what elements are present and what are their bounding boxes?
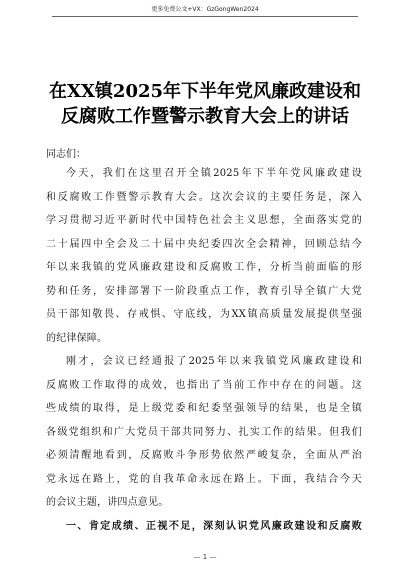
page-number: — 1 — xyxy=(193,553,217,561)
section-heading-text: 一、肯定成绩、正视不足，深刻认识党风廉政建设和反腐败 xyxy=(66,521,362,532)
paragraph-line: 刚才，会议已经通报了2025年以来我镇党风廉政建设和 xyxy=(66,356,362,367)
paragraph-line: 各级党组织和广大党员干部共同努力、扎实工作的结果。但我们 xyxy=(46,426,362,438)
paragraph-line: 必须清醒地看到，反腐败斗争形势依然严峻复杂，全面从严治 xyxy=(46,450,362,461)
document-title-line-1: 在XX镇2025年下半年党风廉政建设和 xyxy=(48,81,362,102)
paragraph-line: 二十届四中全会及二十届中央纪委四次全会精神，回顾总结今 xyxy=(46,238,362,250)
header-note: 更多免费公文+VX：GzGongWen2024 xyxy=(151,6,259,13)
paragraph-line: 和反腐败工作暨警示教育大会。这次会议的主要任务是，深入 xyxy=(46,191,362,203)
document-title-line-2: 反腐败工作暨警示教育大会上的讲话 xyxy=(61,106,349,127)
paragraph-line: 的纪律保障。 xyxy=(46,332,108,344)
paragraph-line: 反腐败工作取得的成效，也指出了当前工作中存在的问题。这 xyxy=(46,379,362,391)
paragraph-line: 年以来我镇的党风廉政建设和反腐败工作，分析当前面临的形 xyxy=(46,262,362,273)
paragraph-line: 党永远在路上，党的自我革命永远在路上。下面，我结合今天 xyxy=(46,473,362,485)
paragraph-2 xyxy=(46,350,362,515)
paragraph-line: 势和任务，安排部署下一阶段重点工作，教育引导全镇广大党 xyxy=(46,285,362,297)
paragraph-line: 员干部知敬畏、存戒惧、守底线，为XX镇高质量发展提供坚强 xyxy=(46,309,362,320)
section-heading-1 xyxy=(46,515,362,539)
paragraph-line: 些成绩的取得，是上级党委和纪委坚强领导的结果，也是全镇 xyxy=(46,403,362,414)
paragraph-1 xyxy=(46,162,362,350)
paragraph-line: 的会议主题，讲四点意见。 xyxy=(46,497,169,508)
paragraph-line: 今天，我们在这里召开全镇2025年下半年党风廉政建设 xyxy=(66,168,362,179)
paragraph-line: 学习贯彻习近平新时代中国特色社会主义思想，全面落实党的 xyxy=(46,215,362,226)
salutation: 同志们： xyxy=(46,149,86,160)
header-divider xyxy=(52,16,358,17)
